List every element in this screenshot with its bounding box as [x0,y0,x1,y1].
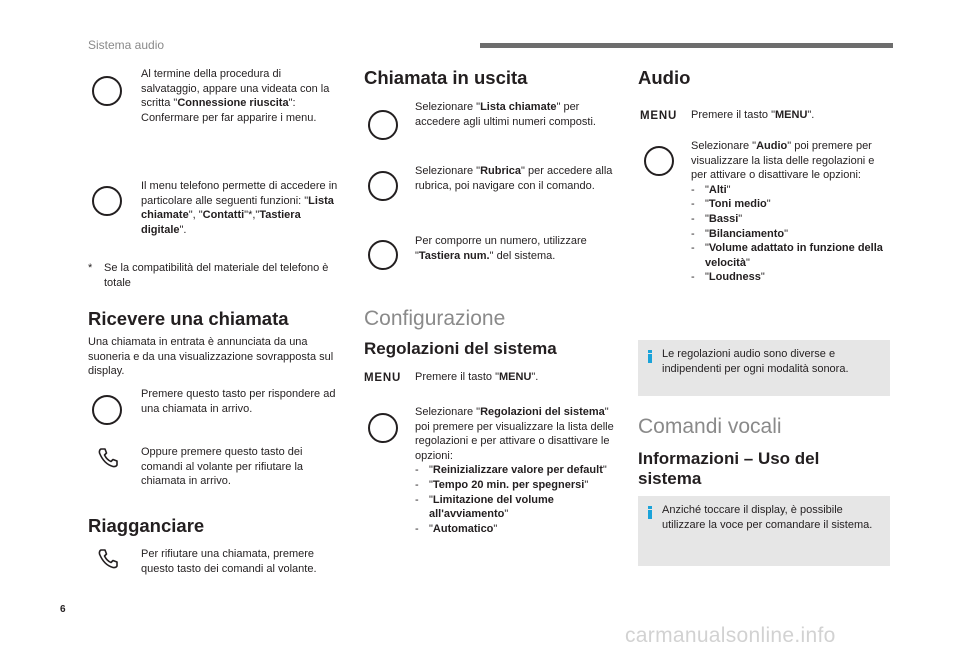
paragraph-system-settings: Selezionare "Regolazioni del sistema" poi premere per visualizzare la lista delle regolazioni e per attivare o disattivare le opzioni: - "Reinizializzare valore per default" - "Tempo 20 min. per spegnersi" - "Limitazione del volume all'avviamento" - "Automatico" [415,406,614,535]
list-item: - "Toni medio" [691,198,771,211]
list-item: - "Bassi" [691,212,743,225]
phone-hangup-icon [97,548,119,570]
list-item: - "Tempo 20 min. per spegnersi" [415,478,589,491]
rotary-knob-icon [368,240,398,270]
heading-audio: Audio [638,67,691,88]
list-item: - "Reinizializzare valore per default" [415,464,607,477]
heading-comandi-vocali: Comandi vocali [638,415,782,438]
list-item: - "Bilanciamento" [691,227,788,240]
paragraph-press-menu-audio: Premere il tasto "MENU". [691,109,815,121]
info-box-voice [638,496,890,566]
rotary-knob-icon [368,171,398,201]
info-icon [648,350,652,362]
list-item: - "Volume adattato in funzione della velocità" [691,242,883,269]
paragraph-hang-up: Per rifiutare una chiamata, premere questo tasto dei comandi al volante. [141,548,317,575]
phone-hangup-icon [97,447,119,469]
rotary-knob-icon [368,413,398,443]
heading-riagganciare: Riagganciare [88,515,205,536]
rotary-knob-icon [368,110,398,140]
paragraph-audio-settings: Selezionare "Audio" poi premere per visualizzare la lista delle regolazioni e per attivare o disattivare le opzioni: - "Alti" - "Toni medio" - "Bassi" - "Bilanciamento" - "Volume adattato in funzione della velocità" - "Loudness" [691,139,886,285]
heading-regolazioni-sistema: Regolazioni del sistema [364,339,557,358]
list-item: - "Limitazione del volume all'avviamento" [415,493,554,521]
heading-ricevere: Ricevere una chiamata [88,308,289,329]
info-icon [648,506,652,518]
menu-button-icon: MENU [640,110,678,122]
paragraph-call-list: Selezionare "Lista chiamate" per accedere agli ultimi numeri composti. [415,101,596,128]
running-header: Sistema audio [88,38,165,52]
paragraph-reject-call: Oppure premere questo tasto dei comandi al volante per rifiutare la chiamata in arrivo. [141,446,304,488]
paragraph-save-end: Al termine della procedura di salvataggio, appare una videata con la scritta "Connessione riuscita": Confermare per far apparire i menu. [141,68,330,124]
watermark: carmanualsonline.info [625,624,836,647]
page-number: 6 [60,604,66,615]
info-box-audio [638,340,890,396]
heading-configurazione: Configurazione [364,307,506,330]
footnote: Se la compatibilità del materiale del telefono è totale [104,262,329,289]
paragraph-ricevere-intro: Una chiamata in entrata è annunciata da una suoneria e da una visualizzazione sovrapposta sul display. [88,336,334,378]
paragraph-keypad: Per comporre un numero, utilizzare "Tastiera num." del sistema. [415,235,587,262]
menu-button-icon: MENU [364,372,402,384]
rotary-knob-icon [92,76,122,106]
paragraph-phone-menu: Il menu telefono permette di accedere in particolare alle seguenti funzioni: "Lista chiamate", "Contatti"*,"Tastiera digitale". [141,180,338,236]
rotary-knob-icon [92,395,122,425]
footnote-mark: * [88,262,93,274]
info-text-voice: Anziché toccare il display, è possibile utilizzare la voce per comandare il sistema. [662,504,873,531]
paragraph-rubrica: Selezionare "Rubrica" per accedere alla rubrica, poi navigare con il comando. [415,165,613,192]
rotary-knob-icon [644,146,674,176]
heading-chiamata-uscita: Chiamata in uscita [364,67,528,88]
rotary-knob-icon [92,186,122,216]
header-bar [480,43,893,48]
paragraph-press-menu: Premere il tasto "MENU". [415,371,539,383]
heading-informazioni: Informazioni – Uso del sistema [638,449,820,488]
paragraph-answer-call: Premere questo tasto per rispondere ad una chiamata in arrivo. [141,388,336,415]
list-item: - "Alti" [691,183,731,196]
list-item: - "Loudness" [691,271,765,284]
info-text-audio: Le regolazioni audio sono diverse e indipendenti per ogni modalità sonora. [662,348,849,375]
list-item: - "Automatico" [415,522,498,535]
